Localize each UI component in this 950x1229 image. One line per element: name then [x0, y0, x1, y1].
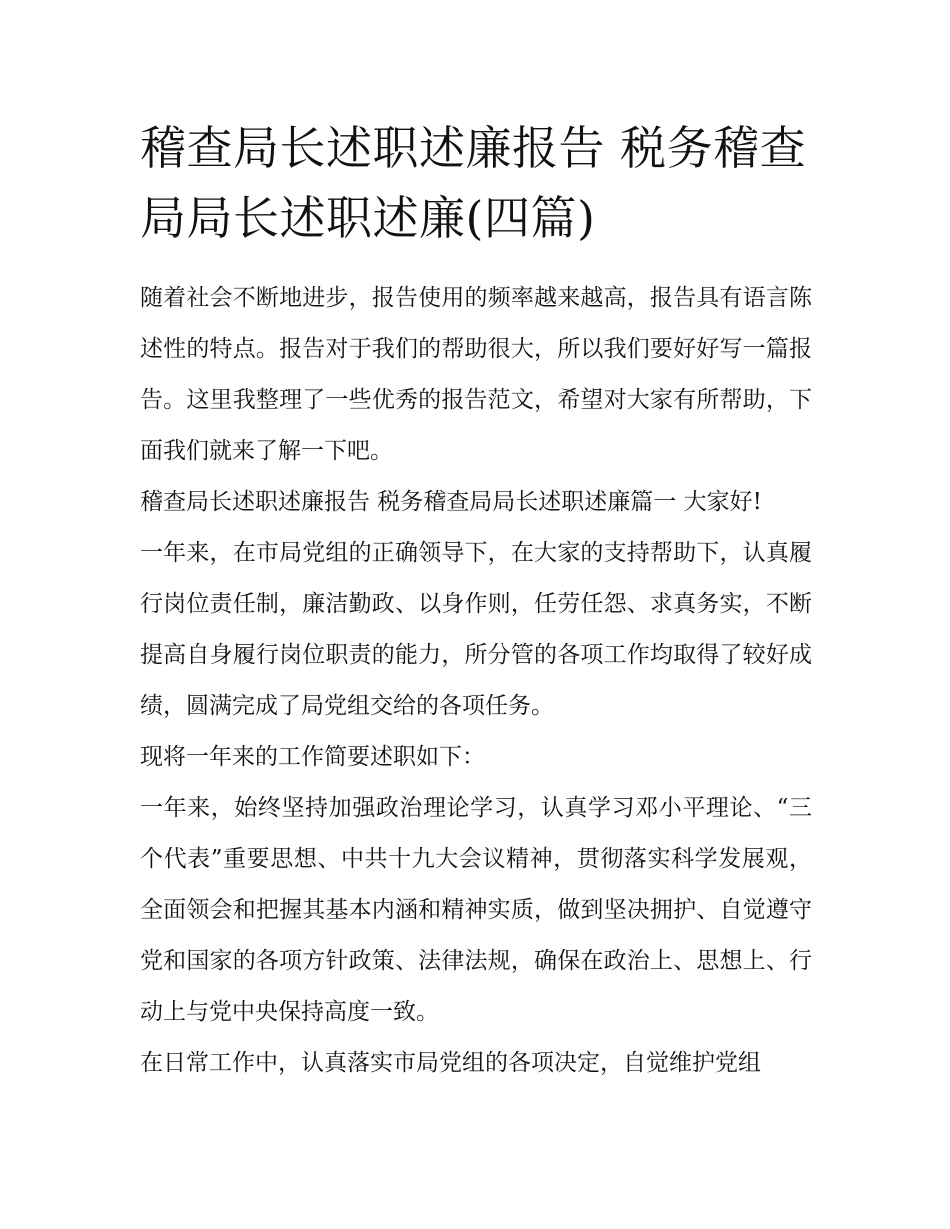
document-title: 稽查局长述职述廉报告 税务稽查局局长述职述廉(四篇) — [140, 121, 807, 245]
paragraph-political-study: 一年来，始终坚持加强政治理论学习，认真学习邓小平理论、“三个代表”重要思想、中共十九大会议精神，贯彻落实科学发展观，全面领会和把握其基本内涵和精神实质，做到坚决拥护、自觉遵守党和国家的各项方针政策、法律法规，确保在政治上、思想上、行动上与党中央保持高度一致。 — [140, 795, 812, 1025]
paragraph-report-intro: 现将一年来的工作简要述职如下： — [140, 744, 485, 770]
paragraph-daily-work: 在日常工作中，认真落实市局党组的各项决定，自觉维护党组 — [140, 1050, 761, 1076]
paragraph-intro: 随着社会不断地进步，报告使用的频率越来越高，报告具有语言陈述性的特点。报告对于我们的帮助很大，所以我们要好好写一篇报告。这里我整理了一些优秀的报告范文，希望对大家有所帮助，下面我们就来了解一下吧。 — [140, 285, 812, 464]
document-body — [140, 113, 812, 1089]
paragraph-summary: 一年来，在市局党组的正确领导下，在大家的支持帮助下，认真履行岗位责任制，廉洁勤政、以身作则，任劳任怨、求真务实，不断提高自身履行岗位职责的能力，所分管的各项工作均取得了较好成绩，圆满完成了局党组交给的各项任务。 — [140, 540, 812, 719]
paragraph-section-heading: 稽查局长述职述廉报告 税务稽查局局长述职述廉篇一 大家好! — [140, 489, 762, 515]
